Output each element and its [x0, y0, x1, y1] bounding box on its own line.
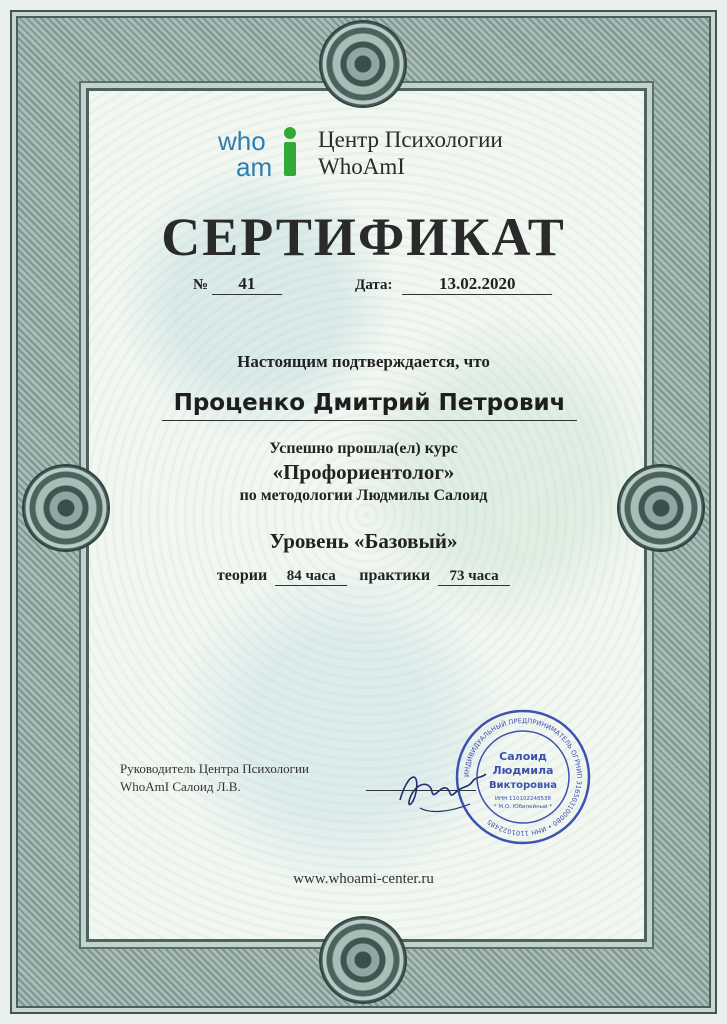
course-name: «Профориентолог» — [272, 460, 455, 484]
whoami-logo-mark — [216, 124, 308, 180]
whoami-logo — [216, 124, 526, 184]
practice-hours: 73 часа — [438, 568, 510, 586]
signer-line1: Руководитель Центра Психологии — [120, 761, 309, 776]
svg-text:am: am — [236, 152, 273, 180]
theory-label: теории — [216, 567, 268, 584]
svg-text:ИНН 110102248538: ИНН 110102248538 — [494, 796, 552, 802]
svg-text:ИНДИВИДУАЛЬНЫЙ ПРЕДПРИНИМАТЕЛЬ: ИНДИВИДУАЛЬНЫЙ ПРЕДПРИНИМАТЕЛЬ ОГРНИП 316503100080 • ИНН 1101022485 — [462, 716, 584, 838]
theory-hours: 84 часа — [275, 568, 347, 586]
certificate-number: 41 — [212, 274, 282, 295]
date-label: Дата: — [355, 277, 393, 293]
passed-text: Успешно прошла(ел) курс — [269, 440, 458, 457]
svg-text:Салоид: Салоид — [499, 750, 547, 763]
center-name-line1: Центр Психологии — [318, 127, 503, 152]
svg-text:* М.О. Юбилейный *: * М.О. Юбилейный * — [493, 804, 553, 810]
level-text: Уровень «Базовый» — [269, 529, 458, 553]
signer-block — [120, 760, 309, 796]
website-link[interactable]: www.whoami-center.ru — [293, 871, 434, 887]
svg-text:Викторовна: Викторовна — [488, 780, 558, 791]
number-label: № — [193, 277, 209, 293]
confirm-text: Настоящим подтверждается, что — [237, 352, 490, 371]
official-stamp — [454, 708, 592, 846]
center-name-line2: WhoAmI — [318, 154, 405, 179]
method-text: по методологии Людмилы Салоид — [239, 487, 488, 504]
certificate-title: СЕРТИФИКАТ — [161, 207, 566, 267]
svg-text:who: who — [218, 126, 266, 156]
recipient-name: Проценко Дмитрий Петрович — [162, 390, 577, 421]
center-name — [318, 126, 503, 180]
practice-label: практики — [359, 567, 431, 584]
signer-line2: WhoAmI Салоид Л.В. — [120, 779, 241, 794]
rosette-top-ornament — [321, 22, 405, 106]
svg-text:Людмила: Людмила — [492, 764, 554, 777]
date-field — [355, 274, 552, 295]
number-field — [193, 274, 282, 295]
certificate-date: 13.02.2020 — [402, 274, 552, 295]
hours-row — [0, 567, 727, 586]
rosette-bottom-ornament — [321, 918, 405, 1002]
